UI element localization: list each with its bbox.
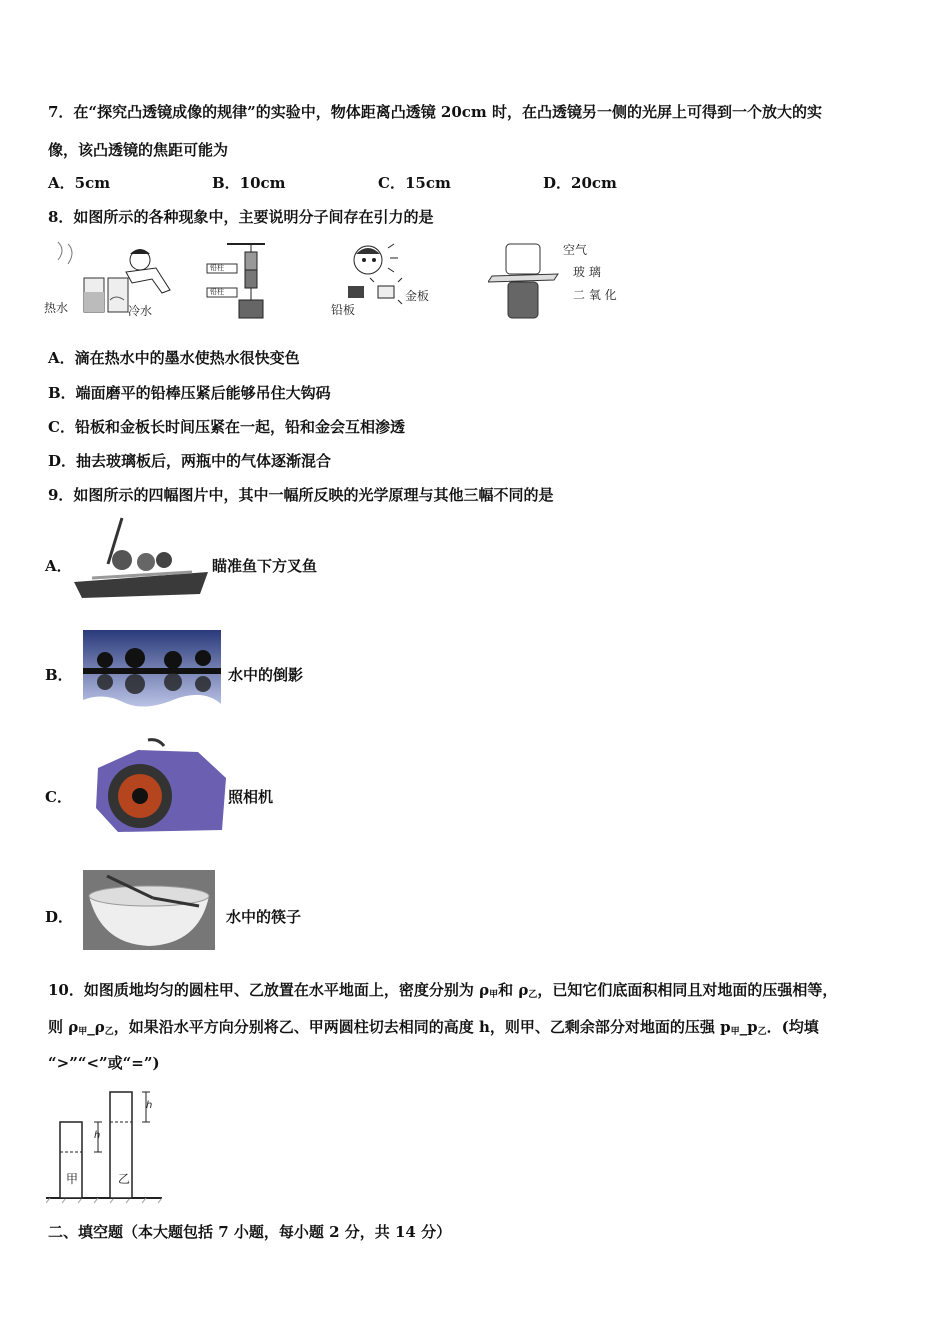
diagram-label-h-jia: h [94, 1130, 101, 1141]
q7-option-a: A．5cm [48, 174, 111, 192]
q10-line3: “>”“<”或“=”) [48, 1054, 160, 1072]
q8-option-b: B．端面磨平的铅棒压紧后能够吊住大钩码 [48, 384, 331, 402]
q8-option-d: D．抽去玻璃板后，两瓶中的气体逐渐混合 [48, 452, 332, 470]
q9-option-d-caption: 水中的筷子 [226, 908, 302, 926]
q8-option-c: C．铅板和金板长时间压紧在一起，铅和金会互相渗透 [48, 418, 405, 436]
q7-option-c: C．15cm [378, 174, 451, 192]
q9-option-c-letter: C． [45, 788, 72, 806]
q9-option-d-letter: D． [45, 908, 74, 926]
spear-fishing-photo [72, 516, 210, 600]
q9-option-b-caption: 水中的倒影 [228, 666, 304, 684]
label-lead-rod-1: 铅柱 [210, 264, 224, 272]
section-2-heading: 二、填空题（本大题包括 7 小题，每小题 2 分，共 14 分） [48, 1223, 452, 1241]
lead-cylinders-figure [203, 240, 273, 322]
label-glass: 玻 璃 [573, 265, 601, 279]
label-hot-water: 热水 [44, 301, 69, 315]
label-gas: 二 氧 化 [573, 288, 617, 302]
q7-line2: 像，该凸透镜的焦距可能为 [48, 141, 229, 159]
q7-option-d: D．20cm [543, 174, 617, 192]
q8-stem: 8．如图所示的各种现象中，主要说明分子间存在引力的是 [48, 208, 434, 226]
diagram-label-jia: 甲 [66, 1172, 79, 1186]
q9-option-a-letter: A． [45, 557, 72, 575]
label-gold-plate: 金板 [405, 289, 430, 303]
label-lead-rod-2: 铅柱 [210, 288, 224, 296]
gas-diffusion-figure [488, 238, 568, 324]
q9-option-c-caption: 照相机 [228, 788, 274, 806]
q7-line1: 7．在“探究凸透镜成像的规律”的实验中，物体距离凸透镜 20cm 时，在凸透镜另一侧的光屏上可得到一个放大的实 [48, 103, 823, 121]
camera-photo [78, 738, 228, 838]
label-cold-water: 冷水 [128, 304, 153, 318]
diagram-label-h-yi: h [146, 1100, 153, 1111]
q10-line1: 10．如图质地均匀的圆柱甲、乙放置在水平地面上，密度分别为 $\rho_甲$和 $\rho_乙$，已知它们底面积相同且对地面的压强相等， [48, 981, 838, 1000]
q7-option-b: B．10cm [212, 174, 286, 192]
reflection-photo [83, 630, 221, 714]
q8-option-a: A．滴在热水中的墨水使热水很快变色 [48, 349, 300, 367]
q9-option-a-caption: 瞄准鱼下方叉鱼 [212, 557, 318, 575]
q9-stem: 9．如图所示的四幅图片中，其中一幅所反映的光学原理与其他三幅不同的是 [48, 486, 554, 504]
q9-option-b-letter: B． [45, 666, 73, 684]
q10-line2: 则 $\rho_甲\_\rho_乙$，如果沿水平方向分别将乙、甲两圆柱切去相同的高度 h，则甲、乙剩余部分对地面的压强 $p_甲\_p_乙$．(均填 [48, 1018, 819, 1037]
diagram-label-yi: 乙 [118, 1172, 131, 1186]
label-lead-plate: 铅板 [331, 303, 356, 317]
label-air: 空气 [563, 243, 588, 257]
chopsticks-bowl-photo [83, 870, 215, 950]
